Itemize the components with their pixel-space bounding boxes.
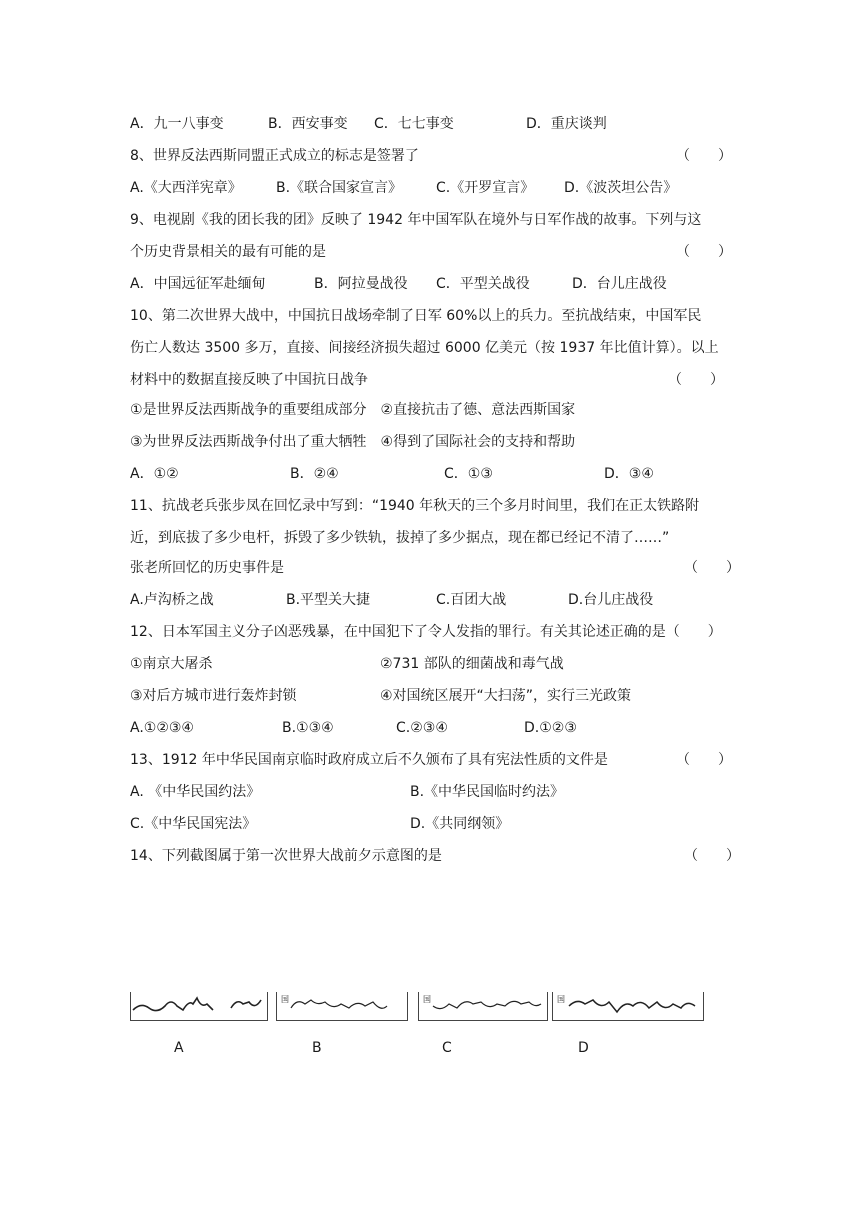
q12-statement-2: ②731 部队的细菌战和毒气战	[380, 656, 564, 672]
q11-option-a: A.卢沟桥之战	[130, 592, 214, 608]
q10-statements-line-2: ③为世界反法西斯战争付出了重大牺牲 ④得到了国际社会的支持和帮助	[130, 434, 576, 450]
q7-option-d: D．重庆谈判	[526, 116, 607, 132]
q10-option-b: B．②④	[290, 466, 339, 482]
q9-stem-line-2: 个历史背景相关的最有可能的是	[130, 244, 326, 260]
q8-option-d: D.《波茨坦公告》	[564, 180, 678, 196]
q13-stem: 13、1912 年中华民国南京临时政府成立后不久颁布了具有宪法性质的文件是	[130, 752, 608, 768]
map-b-guo-label: 国	[281, 995, 289, 1004]
q9-option-c: C．平型关战役	[436, 276, 530, 292]
q14-map-label-c: C	[442, 1040, 452, 1056]
q9-option-a: A．中国远征军赴缅甸	[130, 276, 266, 292]
q7-option-c: C．七七事变	[374, 116, 454, 132]
q11-option-c: C.百团大战	[436, 592, 507, 608]
q10-option-d: D．③④	[604, 466, 654, 482]
q13-option-c: C.《中华民国宪法》	[130, 816, 257, 832]
map-c-guo-label: 国	[423, 995, 431, 1004]
q9-option-d: D．台儿庄战役	[572, 276, 667, 292]
q11-stem-line-2: 近，到底拔了多少电杆，拆毁了多少铁轨，拔掉了多少据点，现在都已经记不清了……”	[130, 530, 670, 546]
q14-answer-bracket: （ ）	[684, 848, 740, 864]
map-c-coastline	[419, 992, 547, 1020]
map-b-coastline	[277, 992, 407, 1020]
q14-map-a	[130, 992, 268, 1021]
q12-stem: 12、日本军国主义分子凶恶残暴，在中国犯下了令人发指的罪行。有关其论述正确的是（ ）	[130, 624, 722, 640]
q11-answer-bracket: （ ）	[684, 560, 740, 576]
q10-answer-bracket: （ ）	[668, 372, 724, 388]
q14-map-d	[552, 992, 704, 1021]
q11-stem-line-3: 张老所回忆的历史事件是	[130, 560, 284, 576]
q14-stem: 14、下列截图属于第一次世界大战前夕示意图的是	[130, 848, 442, 864]
q11-stem-line-1: 11、抗战老兵张步凤在回忆录中写到：“1940 年秋天的三个多月时间里，我们在正太铁路附	[130, 498, 700, 514]
q13-option-a: A. 《中华民国约法》	[130, 784, 261, 800]
q11-option-b: B.平型关大捷	[286, 592, 371, 608]
q8-option-b: B.《联合国家宣言》	[276, 180, 403, 196]
q13-option-b: B.《中华民国临时约法》	[410, 784, 565, 800]
map-d-guo-label: 国	[557, 995, 565, 1004]
q10-stem-line-2: 伤亡人数达 3500 多万，直接、间接经济损失超过 6000 亿美元（按 1937 年比值计算）。以上	[130, 340, 719, 356]
q13-answer-bracket: （ ）	[676, 752, 732, 768]
q9-option-b: B．阿拉曼战役	[314, 276, 408, 292]
q14-map-label-d: D	[578, 1040, 589, 1056]
q8-option-a: A.《大西洋宪章》	[130, 180, 242, 196]
q10-option-c: C．①③	[444, 466, 493, 482]
q7-option-b: B．西安事变	[268, 116, 348, 132]
q12-option-a: A.①②③④	[130, 720, 194, 736]
q12-option-c: C.②③④	[396, 720, 448, 736]
q9-answer-bracket: （ ）	[676, 244, 732, 260]
q12-option-d: D.①②③	[524, 720, 577, 736]
q8-answer-bracket: （ ）	[676, 148, 732, 164]
q12-statement-3: ③对后方城市进行轰炸封锁	[130, 688, 297, 704]
q8-option-c: C.《开罗宣言》	[436, 180, 535, 196]
q10-option-a: A．①②	[130, 466, 179, 482]
q8-stem: 8、世界反法西斯同盟正式成立的标志是签署了	[130, 148, 419, 164]
q9-stem-line-1: 9、电视剧《我的团长我的团》反映了 1942 年中国军队在境外与日军作战的故事。下列与这	[130, 212, 702, 228]
map-a-coastline	[131, 992, 267, 1020]
q12-statement-4: ④对国统区展开“大扫荡”，实行三光政策	[380, 688, 632, 704]
q12-option-b: B.①③④	[282, 720, 334, 736]
q14-map-c	[418, 992, 548, 1021]
q14-map-strip	[130, 992, 702, 1022]
q10-stem-line-3: 材料中的数据直接反映了中国抗日战争	[130, 372, 368, 388]
q14-map-label-a: A	[174, 1040, 184, 1056]
q13-option-d: D.《共同纲领》	[410, 816, 510, 832]
q10-stem-line-1: 10、第二次世界大战中，中国抗日战场牵制了日军 60%以上的兵力。至抗战结束，中国军民	[130, 308, 702, 324]
q11-option-d: D.台儿庄战役	[568, 592, 654, 608]
q7-option-a: A．九一八事变	[130, 116, 224, 132]
q12-statement-1: ①南京大屠杀	[130, 656, 213, 672]
q14-map-label-b: B	[312, 1040, 322, 1056]
q14-map-b	[276, 992, 408, 1021]
map-d-coastline	[553, 992, 703, 1020]
q10-statements-line-1: ①是世界反法西斯战争的重要组成部分 ②直接抗击了德、意法西斯国家	[130, 402, 576, 418]
